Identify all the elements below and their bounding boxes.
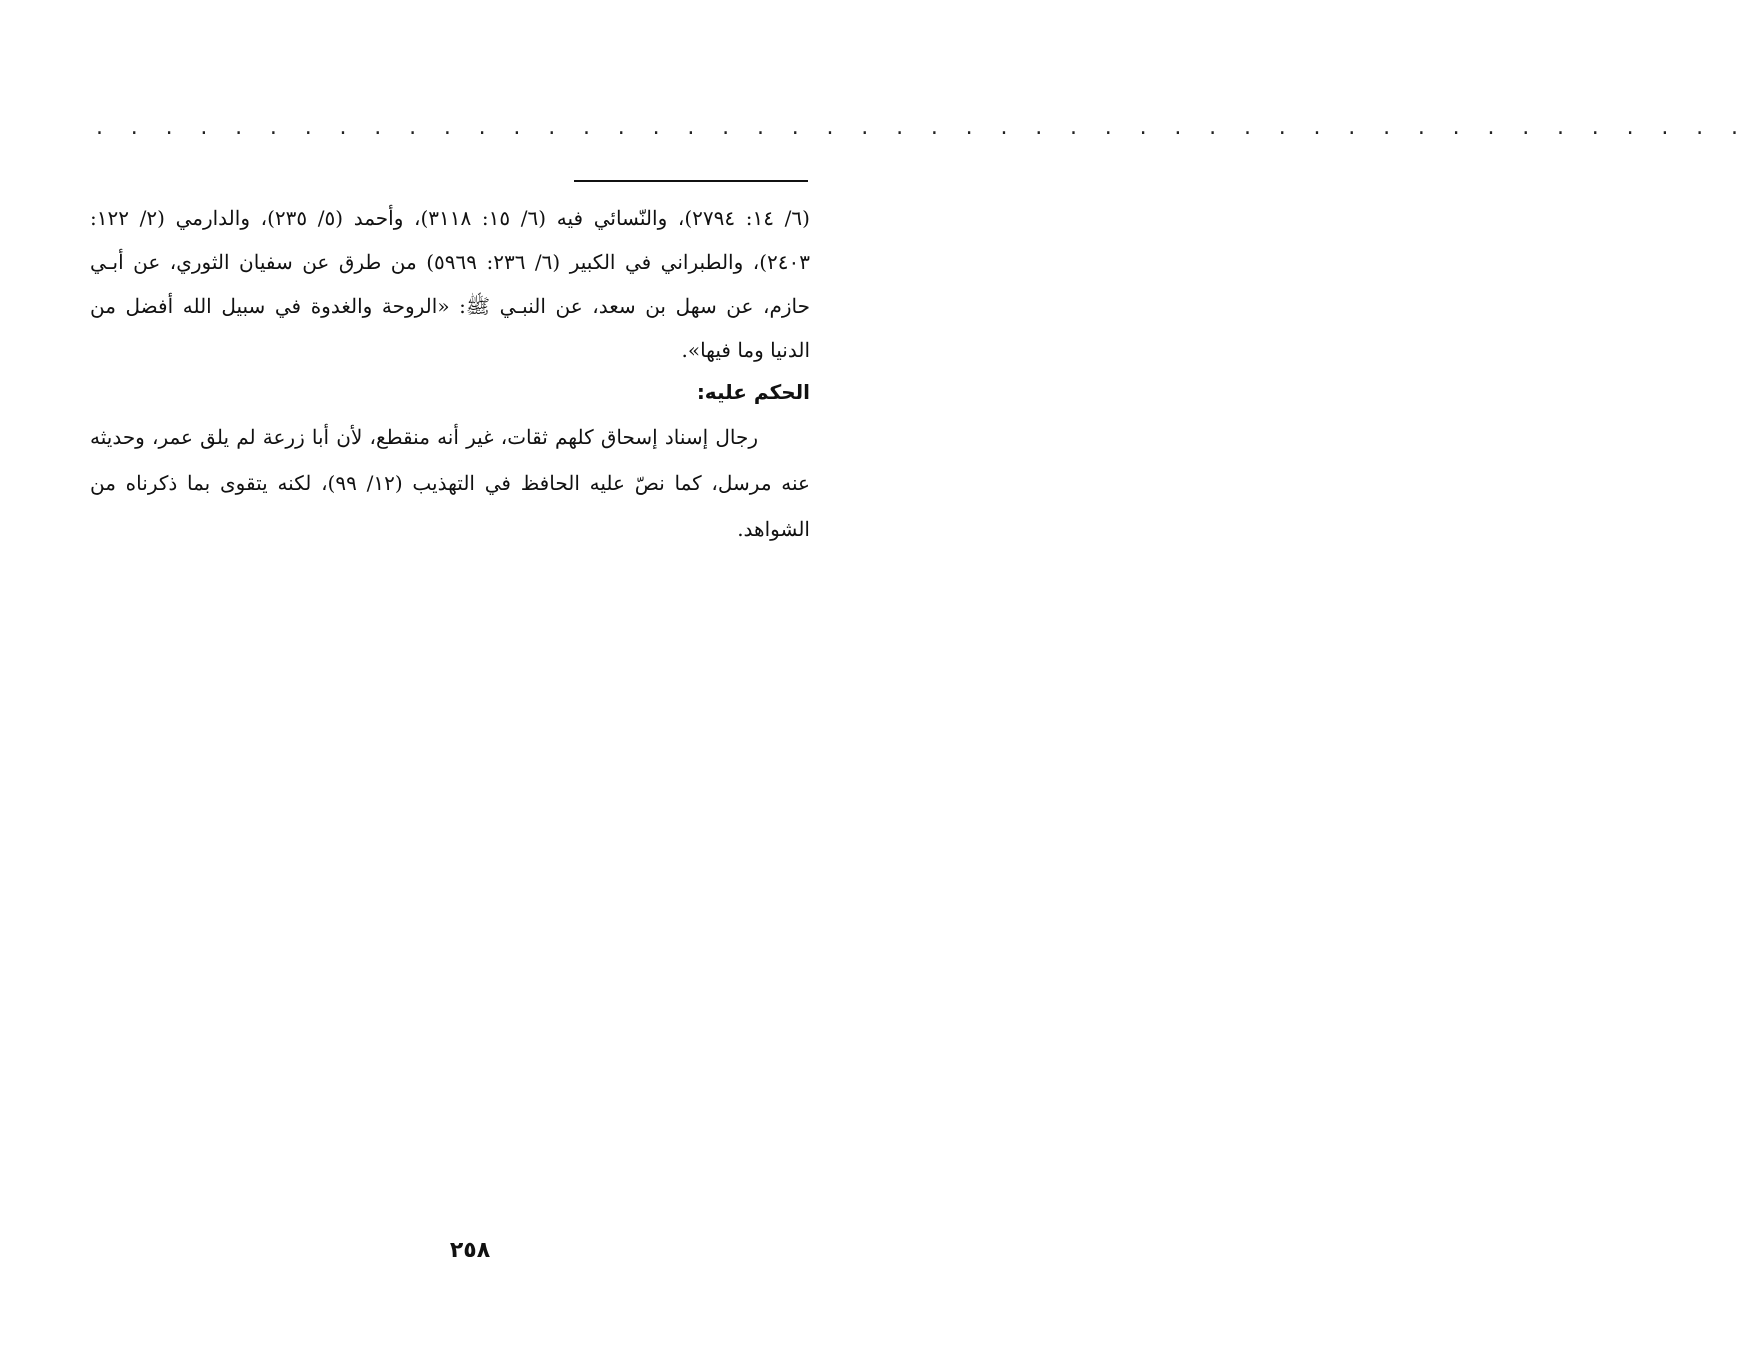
- page-number: ٢٥٨: [449, 1238, 491, 1263]
- ruling-paragraph: رجال إسناد إسحاق كلهم ثقات، غير أنه منقطع، لأن أبا زرعة لم يلق عمر، وحديثه عنه مرسل، كما نصّ عليه الحافظ في التهذيب (١٢/ ٩٩)، لكنه يتقوى بما ذكرناه من الشواهد.: [90, 425, 810, 541]
- ruling-heading: الحكم عليه:: [696, 380, 810, 404]
- footnote-paragraph: (٦/ ١٤: ٢٧٩٤)، والنّسائي فيه (٦/ ١٥: ٣١١٨)، وأحمد (٥/ ٢٣٥)، والدارمي (٢/ ١٢٢: ٢٤٠٣)، والطبراني في الكبير (٦/ ٢٣٦: ٥٩٦٩) من طرق عن سفيان الثوري، عن أبـي حازم، عن سهل بن سعد، عن النبـي ﷺ: «الروحة والغدوة في سبيل الله أفضل من الدنيا وما فيها».: [90, 206, 810, 362]
- separator-dots: . . . . . . . . . . . . . . . . . . . . . . . . . . . . . . . . . . . . . . . . . . . . . . . .: [96, 115, 1748, 140]
- footnote-rule: [574, 180, 808, 182]
